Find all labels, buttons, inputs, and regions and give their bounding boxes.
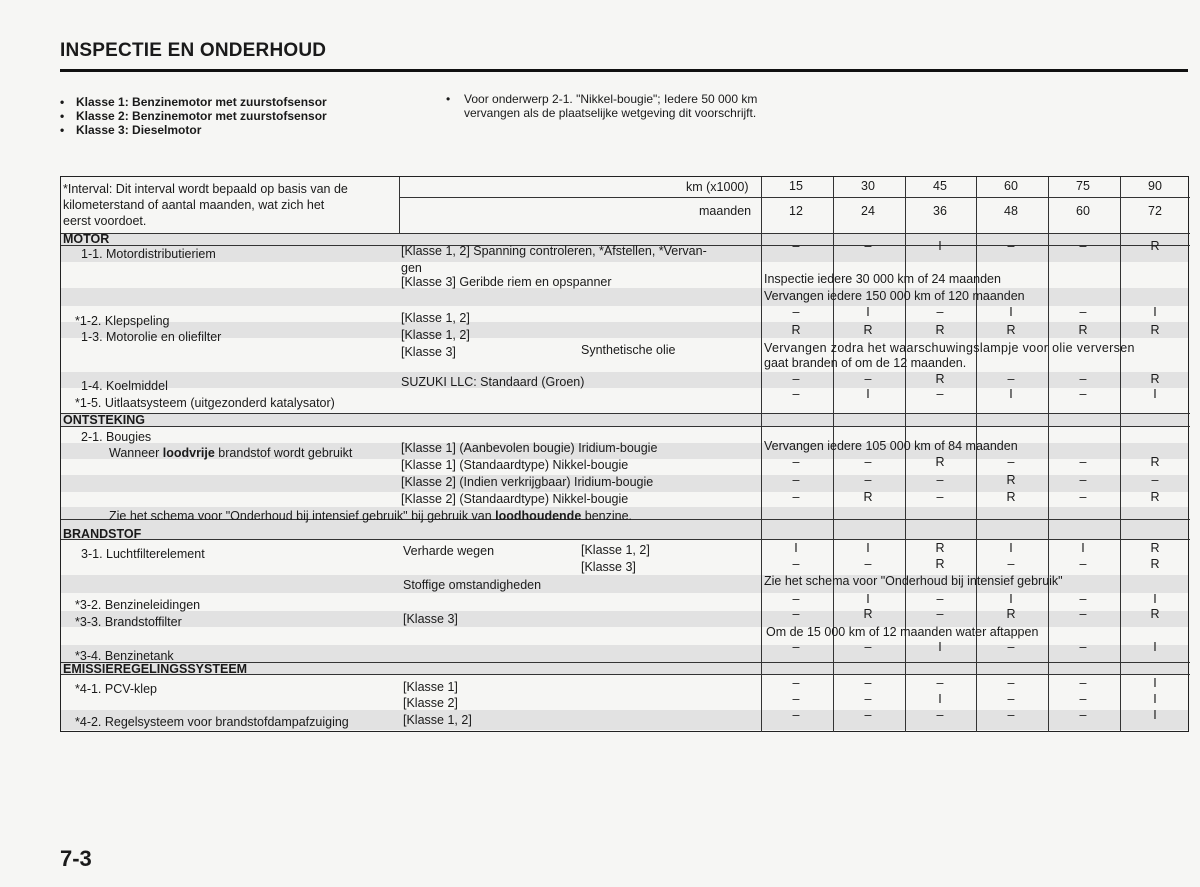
item-2-1: 2-1. Bougies	[81, 430, 152, 444]
item-1-4-spec: SUZUKI LLC: Standaard (Groen)	[401, 375, 585, 389]
schedule-r1-5-col-6: I	[1153, 387, 1157, 401]
schedule-r3-3-col-2: R	[863, 607, 873, 621]
item-1-1-class12: [Klasse 1, 2] Spanning controleren, *Afstellen, *Vervan-	[401, 244, 707, 258]
schedule-r1-3-col-5: R	[1078, 323, 1088, 337]
schedule-r4-1a-col-6: I	[1153, 676, 1157, 690]
schedule-r2-b-col-2: –	[864, 455, 872, 469]
schedule-r4-2-col-5: –	[1079, 708, 1087, 722]
km-header-col-4: 60	[1004, 179, 1018, 193]
schedule-r3-1b-col-3: R	[935, 557, 945, 571]
schedule-r3-1b-col-4: –	[1007, 557, 1015, 571]
schedule-r2-c-col-6: –	[1151, 473, 1159, 487]
schedule-r1-3-col-4: R	[1006, 323, 1016, 337]
schedule-r3-1a-col-2: I	[866, 541, 870, 555]
schedule-r2-b-col-4: –	[1007, 455, 1015, 469]
schedule-r3-2-col-1: –	[792, 592, 800, 606]
item-3-4: *3-4. Benzinetank	[75, 649, 174, 663]
class-2-bullet: • Klasse 2: Benzinemotor met zuurstofsensor	[60, 109, 327, 123]
schedule-r3-1a-col-4: I	[1009, 541, 1013, 555]
schedule-r3-1b-col-2: –	[864, 557, 872, 571]
schedule-r4-1a-col-3: –	[936, 676, 944, 690]
schedule-r3-2-col-3: –	[936, 592, 944, 606]
schedule-r4-2-col-3: –	[936, 708, 944, 722]
schedule-r3-4-col-1: –	[792, 640, 800, 654]
schedule-r1-1-col-5: –	[1079, 239, 1087, 253]
schedule-r4-2-col-6: I	[1153, 708, 1157, 722]
class-legend	[60, 95, 327, 137]
months-header-col-4: 48	[1004, 204, 1018, 218]
page-number: 7-3	[60, 846, 92, 871]
item-4-2-class: [Klasse 1, 2]	[403, 713, 472, 727]
item-1-3-note-1: Vervangen zodra het waarschuwingslampje voor olie verversen	[764, 341, 1135, 355]
schedule-r2-b-col-5: –	[1079, 455, 1087, 469]
schedule-r3-1a-col-3: R	[935, 541, 945, 555]
schedule-r1-4-col-1: –	[792, 372, 800, 386]
schedule-r4-1a-col-5: –	[1079, 676, 1087, 690]
months-header-col-6: 72	[1148, 204, 1162, 218]
leaded-post: benzine.	[581, 509, 633, 523]
schedule-r4-2-col-4: –	[1007, 708, 1015, 722]
schedule-r1-4-col-6: R	[1150, 372, 1160, 386]
schedule-r1-1-col-6: R	[1150, 239, 1160, 253]
unleaded-post: brandstof wordt gebruikt	[214, 446, 353, 460]
schedule-r3-1b-col-1: –	[792, 557, 800, 571]
item-1-3-note-2: gaat branden of om de 12 maanden.	[764, 356, 967, 370]
unleaded-bold: loodvrije	[162, 446, 215, 460]
schedule-r3-1b-col-5: –	[1079, 557, 1087, 571]
schedule-r1-1-col-4: –	[1007, 239, 1015, 253]
section-brandstof: BRANDSTOF	[63, 527, 142, 541]
item-3-3-class: [Klasse 3]	[403, 612, 458, 626]
schedule-r2-c-col-3: –	[936, 473, 944, 487]
schedule-r4-2-col-2: –	[864, 708, 872, 722]
maintenance-schedule-table	[60, 176, 1189, 732]
item-2-1-c: [Klasse 2] (Indien verkrijgbaar) Iridium-bougie	[401, 475, 654, 489]
item-2-1-leaded	[109, 509, 632, 523]
interval-note-line-1: *Interval: Dit interval wordt bepaald op basis van de	[63, 182, 348, 196]
schedule-r2-c-col-4: R	[1006, 473, 1016, 487]
months-header-col-2: 24	[861, 204, 875, 218]
item-1-3: 1-3. Motorolie en oliefilter	[81, 330, 222, 344]
item-4-1-class2: [Klasse 2]	[403, 696, 458, 710]
item-1-5: *1-5. Uitlaatsysteem (uitgezonderd katalysator)	[75, 396, 335, 410]
schedule-r3-2-col-2: I	[866, 592, 870, 606]
item-3-3: *3-3. Brandstoffilter	[75, 615, 182, 629]
schedule-r1-5-col-3: –	[936, 387, 944, 401]
schedule-r4-1b-col-6: I	[1153, 692, 1157, 706]
item-1-1-class3: [Klasse 3] Geribde riem en opspanner	[401, 275, 612, 289]
schedule-r4-1a-col-1: –	[792, 676, 800, 690]
schedule-r2-b-col-6: R	[1150, 455, 1160, 469]
item-3-1-dusty-note: Zie het schema voor "Onderhoud bij intensief gebruik"	[764, 574, 1063, 588]
item-1-2: *1-2. Klepspeling	[75, 314, 170, 328]
schedule-r3-3-col-6: R	[1150, 607, 1160, 621]
schedule-r2-d-col-4: R	[1006, 490, 1016, 504]
schedule-r1-4-col-3: R	[935, 372, 945, 386]
schedule-r3-3-col-5: –	[1079, 607, 1087, 621]
schedule-r2-c-col-5: –	[1079, 473, 1087, 487]
months-header-col-5: 60	[1076, 204, 1090, 218]
km-header-col-2: 30	[861, 179, 875, 193]
item-3-1-class12: [Klasse 1, 2]	[581, 543, 650, 557]
section-ontsteking: ONTSTEKING	[63, 413, 145, 427]
item-1-2-class: [Klasse 1, 2]	[401, 311, 470, 325]
schedule-r3-4-col-2: –	[864, 640, 872, 654]
item-1-3-class12: [Klasse 1, 2]	[401, 328, 470, 342]
class-1-bullet: • Klasse 1: Benzinemotor met zuurstofsensor	[60, 95, 327, 109]
schedule-r4-1a-col-2: –	[864, 676, 872, 690]
item-1-3-class3: [Klasse 3]	[401, 345, 456, 359]
schedule-r4-1b-col-2: –	[864, 692, 872, 706]
schedule-r3-1a-col-1: I	[794, 541, 798, 555]
km-header-col-6: 90	[1148, 179, 1162, 193]
schedule-r1-4-col-2: –	[864, 372, 872, 386]
schedule-r1-2-col-4: I	[1009, 305, 1013, 319]
item-3-3-note: Om de 15 000 km of 12 maanden water aftappen	[766, 625, 1039, 639]
item-3-1-class3: [Klasse 3]	[581, 560, 636, 574]
km-label: km (x1000)	[686, 180, 749, 194]
item-4-1: *4-1. PCV-klep	[75, 682, 157, 696]
schedule-r1-1-col-1: –	[792, 239, 800, 253]
item-1-1-class12-cont: gen	[401, 261, 422, 275]
item-1-1-note-1: Inspectie iedere 30 000 km of 24 maanden	[764, 272, 1001, 286]
schedule-r1-1-col-3: I	[938, 239, 942, 253]
item-1-1: 1-1. Motordistributieriem	[81, 247, 216, 261]
schedule-r1-3-col-6: R	[1150, 323, 1160, 337]
schedule-r3-1a-col-5: I	[1081, 541, 1085, 555]
schedule-r2-d-col-3: –	[936, 490, 944, 504]
item-2-1-d: [Klasse 2] (Standaardtype) Nikkel-bougie	[401, 492, 629, 506]
schedule-r4-1b-col-4: –	[1007, 692, 1015, 706]
item-2-1-unleaded	[109, 446, 352, 460]
schedule-r1-2-col-1: –	[792, 305, 800, 319]
schedule-r2-d-col-6: R	[1150, 490, 1160, 504]
schedule-r1-2-col-2: I	[866, 305, 870, 319]
item-1-1-note-2: Vervangen iedere 150 000 km of 120 maanden	[764, 289, 1025, 303]
page-title: INSPECTIE EN ONDERHOUD	[60, 40, 327, 61]
class-3-bullet: • Klasse 3: Dieselmotor	[60, 123, 327, 137]
schedule-r3-1b-col-6: R	[1150, 557, 1160, 571]
schedule-r1-3-col-3: R	[935, 323, 945, 337]
months-label: maanden	[699, 204, 752, 218]
schedule-r4-1b-col-1: –	[792, 692, 800, 706]
km-header-col-1: 15	[789, 179, 803, 193]
schedule-r1-5-col-5: –	[1079, 387, 1087, 401]
schedule-r3-1a-col-6: R	[1150, 541, 1160, 555]
months-header-col-3: 36	[933, 204, 947, 218]
bougie-note	[446, 92, 811, 120]
item-1-3-oil: Synthetische olie	[581, 343, 676, 357]
interval-note-line-3: eerst voordoet.	[63, 214, 147, 228]
leaded-bold: loodhoudende	[495, 509, 582, 523]
schedule-r1-5-col-1: –	[792, 387, 800, 401]
unleaded-pre: Wanneer	[109, 446, 163, 460]
note-bullet: •	[446, 92, 451, 106]
schedule-r3-4-col-3: I	[938, 640, 942, 654]
interval-note-line-2: kilometerstand of aantal maanden, wat zich het	[63, 198, 325, 212]
schedule-r1-3-col-2: R	[863, 323, 873, 337]
item-2-1-a: [Klasse 1] (Aanbevolen bougie) Iridium-bougie	[401, 441, 658, 455]
schedule-r2-d-col-5: –	[1079, 490, 1087, 504]
item-3-2: *3-2. Benzineleidingen	[75, 598, 201, 612]
schedule-r1-2-col-5: –	[1079, 305, 1087, 319]
schedule-r2-d-col-1: –	[792, 490, 800, 504]
note-text: Voor onderwerp 2-1. "Nikkel-bougie"; Iedere 50 000 km vervangen als de plaatselijke wetgeving dit voorschrijft.	[464, 92, 758, 120]
schedule-r3-4-col-4: –	[1007, 640, 1015, 654]
item-3-1-dusty: Stoffige omstandigheden	[403, 578, 542, 592]
km-header-col-3: 45	[933, 179, 947, 193]
schedule-r1-4-col-4: –	[1007, 372, 1015, 386]
schedule-r1-2-col-3: –	[936, 305, 944, 319]
km-header-col-5: 75	[1076, 179, 1090, 193]
schedule-r3-2-col-5: –	[1079, 592, 1087, 606]
section-emissie: EMISSIEREGELINGSSYSTEEM	[63, 662, 248, 676]
item-3-1: 3-1. Luchtfilterelement	[81, 547, 205, 561]
schedule-r2-b-col-3: R	[935, 455, 945, 469]
schedule-r1-5-col-4: I	[1009, 387, 1013, 401]
leaded-pre: Zie het schema voor "Onderhoud bij intensief gebruik" bij gebruik van	[109, 509, 496, 523]
schedule-r3-2-col-4: I	[1009, 592, 1013, 606]
schedule-r4-1b-col-5: –	[1079, 692, 1087, 706]
schedule-r3-3-col-4: R	[1006, 607, 1016, 621]
schedule-r2-c-col-1: –	[792, 473, 800, 487]
schedule-r3-3-col-3: –	[936, 607, 944, 621]
item-3-1-roads: Verharde wegen	[403, 544, 495, 558]
schedule-r1-3-col-1: R	[791, 323, 801, 337]
schedule-r2-b-col-1: –	[792, 455, 800, 469]
item-2-1-a-note: Vervangen iedere 105 000 km of 84 maanden	[764, 439, 1018, 453]
schedule-r2-d-col-2: R	[863, 490, 873, 504]
item-4-2: *4-2. Regelsysteem voor brandstofdampafzuiging	[75, 715, 349, 729]
item-4-1-class1: [Klasse 1]	[403, 680, 458, 694]
months-header-col-1: 12	[789, 204, 803, 218]
item-1-4: 1-4. Koelmiddel	[81, 379, 168, 393]
item-2-1-b: [Klasse 1] (Standaardtype) Nikkel-bougie	[401, 458, 629, 472]
schedule-r4-1a-col-4: –	[1007, 676, 1015, 690]
section-motor: MOTOR	[63, 232, 110, 246]
schedule-r3-2-col-6: I	[1153, 592, 1157, 606]
schedule-r4-1b-col-3: I	[938, 692, 942, 706]
schedule-r1-5-col-2: I	[866, 387, 870, 401]
schedule-r1-2-col-6: I	[1153, 305, 1157, 319]
schedule-r1-1-col-2: –	[864, 239, 872, 253]
schedule-r2-c-col-2: –	[864, 473, 872, 487]
schedule-r3-3-col-1: –	[792, 607, 800, 621]
schedule-r3-4-col-6: I	[1153, 640, 1157, 654]
title-rule	[60, 69, 1188, 72]
schedule-r3-4-col-5: –	[1079, 640, 1087, 654]
schedule-r4-2-col-1: –	[792, 708, 800, 722]
schedule-r1-4-col-5: –	[1079, 372, 1087, 386]
